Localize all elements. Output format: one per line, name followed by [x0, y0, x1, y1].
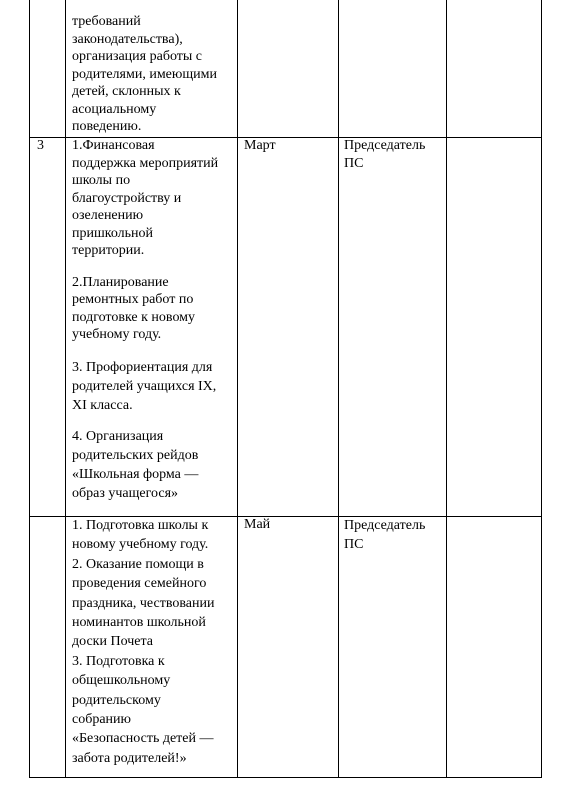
event-line: проведения семейного	[72, 576, 207, 592]
row-1-event-cell	[72, 137, 237, 503]
row-2-event-cell	[72, 516, 237, 768]
event-line: XI класса.	[72, 397, 133, 413]
event-line: 3. Подготовка к	[72, 653, 165, 669]
event-line: поддержка мероприятий	[72, 155, 219, 171]
event-line: поведению.	[72, 119, 142, 134]
event-line: законодательства),	[72, 31, 183, 47]
row-2-responsible-cell	[344, 516, 444, 554]
row-2-date-cell	[244, 516, 336, 534]
event-line: новому учебному году.	[72, 537, 209, 553]
event-line: подготовке к новому	[72, 309, 196, 325]
event-line: территории.	[72, 243, 145, 258]
event-line: доски Почета	[72, 634, 153, 650]
event-line: требований	[72, 14, 141, 29]
event-line: родительских рейдов	[72, 447, 199, 463]
event-line: пришкольной	[72, 225, 154, 241]
event-line: 1. Подготовка школы к	[72, 518, 209, 533]
event-line: собранию	[72, 712, 131, 728]
row-1-number-cell	[37, 137, 63, 155]
event-line: «Безопасность детей —	[72, 731, 214, 747]
paragraph-gap	[72, 415, 237, 427]
event-line: ремонтных работ по	[72, 292, 194, 307]
event-line: 1.Финансовая	[72, 138, 155, 153]
event-line: родителями, имеющими	[72, 66, 217, 82]
table-border-right	[541, 0, 542, 778]
event-line: озеленению	[72, 208, 144, 223]
event-line: образ учащегося»	[72, 485, 179, 501]
table-column-divider	[446, 0, 447, 778]
responsible-line: ПС	[344, 537, 364, 552]
event-date: Май	[244, 517, 271, 532]
event-line: 4. Организация	[72, 428, 164, 444]
event-line: организация работы с	[72, 49, 202, 64]
table-column-divider	[237, 0, 238, 778]
row-0-event-cell	[72, 13, 237, 136]
row-1-date-cell	[244, 137, 336, 155]
event-line: 2. Оказание помощи в	[72, 556, 204, 572]
event-line: номинантов школьной	[72, 615, 206, 631]
event-line: школы по	[72, 173, 131, 188]
row-1-responsible-cell	[344, 137, 444, 172]
responsible-line: ПС	[344, 155, 364, 171]
event-line: забота родителей!»	[72, 750, 187, 766]
event-line: «Школьная форма —	[72, 466, 199, 482]
event-line: учебному году.	[72, 327, 162, 342]
event-line: 2.Планирование	[72, 274, 169, 290]
table-border-bottom	[29, 777, 542, 778]
event-date: Март	[244, 138, 276, 153]
table-column-divider	[65, 0, 66, 778]
event-line: общешкольному	[72, 673, 171, 689]
event-line: 3. Профориентация для	[72, 359, 213, 375]
responsible-line: Председатель	[344, 138, 426, 153]
table-column-divider	[338, 0, 339, 778]
event-line: родителей учащихся IX,	[72, 378, 217, 394]
paragraph-gap	[72, 260, 237, 274]
event-line: родительскому	[72, 692, 161, 708]
responsible-line: Председатель	[344, 518, 426, 533]
paragraph-gap	[72, 344, 237, 358]
event-line: детей, склонных к	[72, 84, 181, 99]
event-line: асоциальному	[72, 101, 157, 117]
event-line: праздника, чествовании	[72, 595, 215, 611]
event-line: благоустройству и	[72, 190, 182, 206]
table-border-left	[29, 0, 30, 778]
row-number: 3	[37, 138, 44, 153]
